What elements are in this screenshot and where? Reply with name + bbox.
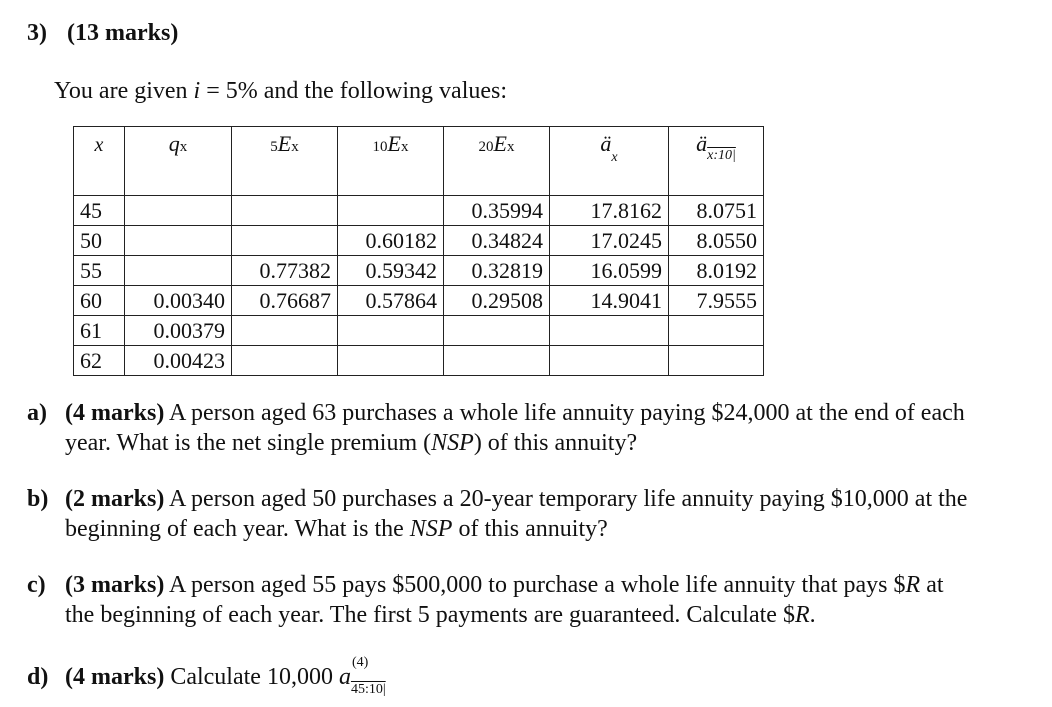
cell-e10 xyxy=(338,346,444,376)
cell-x: 45 xyxy=(74,196,125,226)
intro-text: You are given i = 5% and the following values: xyxy=(54,78,508,104)
header-5ex: 5Ex xyxy=(232,127,338,196)
cell-e20: 0.32819 xyxy=(444,256,550,286)
cell-e20: 0.29508 xyxy=(444,286,550,316)
header-qx: qx xyxy=(125,127,232,196)
question-header xyxy=(27,20,178,47)
cell-x: 61 xyxy=(74,316,125,346)
cell-ax xyxy=(550,346,669,376)
cell-ax10: 8.0192 xyxy=(669,256,764,286)
cell-qx xyxy=(125,256,232,286)
cell-e10 xyxy=(338,196,444,226)
cell-e5 xyxy=(232,316,338,346)
cell-qx xyxy=(125,196,232,226)
table-row xyxy=(74,316,764,346)
cell-ax xyxy=(550,316,669,346)
part-d: d) (4 marks) Calculate 10,000 a (4) $_{45:10|}$ xyxy=(27,655,386,697)
cell-ax10 xyxy=(669,316,764,346)
cell-ax: 14.9041 xyxy=(550,286,669,316)
cell-x: 50 xyxy=(74,226,125,256)
cell-e20 xyxy=(444,316,550,346)
cell-e5 xyxy=(232,346,338,376)
cell-qx xyxy=(125,226,232,256)
cell-e20 xyxy=(444,346,550,376)
cell-e20: 0.34824 xyxy=(444,226,550,256)
cell-qx: 0.00423 xyxy=(125,346,232,376)
cell-e5 xyxy=(232,226,338,256)
header-x: x xyxy=(74,127,125,196)
table-body xyxy=(74,196,764,376)
annuity-symbol: a (4) $_{45:10|}$ xyxy=(338,655,386,697)
cell-x: 62 xyxy=(74,346,125,376)
cell-e10 xyxy=(338,316,444,346)
cell-ax10: 7.9555 xyxy=(669,286,764,316)
table-row xyxy=(74,256,764,286)
cell-e20: 0.35994 xyxy=(444,196,550,226)
header-20ex: 20Ex xyxy=(444,127,550,196)
question-number: 3) xyxy=(27,20,47,46)
cell-e5: 0.77382 xyxy=(232,256,338,286)
cell-ax: 17.8162 xyxy=(550,196,669,226)
cell-qx: 0.00379 xyxy=(125,316,232,346)
table-row xyxy=(74,196,764,226)
part-b: b) (2 marks) A person aged 50 purchases a 20-year temporary life annuity paying $10,000 at the beginning of each year. What is the NSP of this annuity? xyxy=(27,486,968,542)
cell-e10: 0.59342 xyxy=(338,256,444,286)
part-c: c) (3 marks) A person aged 55 pays $500,000 to purchase a whole life annuity that pays $R at the beginning of each year. The first 5 payments are guaranteed. Calculate $R. xyxy=(27,572,944,628)
table-row xyxy=(74,286,764,316)
header-ax: $ä_x$ xyxy=(550,127,669,196)
table-row xyxy=(74,346,764,376)
header-10ex: 10Ex xyxy=(338,127,444,196)
cell-x: 60 xyxy=(74,286,125,316)
cell-ax: 16.0599 xyxy=(550,256,669,286)
cell-qx: 0.00340 xyxy=(125,286,232,316)
table-row xyxy=(74,226,764,256)
question-marks: (13 marks) xyxy=(67,20,179,46)
cell-ax: 17.0245 xyxy=(550,226,669,256)
table-header-row xyxy=(74,127,764,196)
cell-e10: 0.60182 xyxy=(338,226,444,256)
cell-e10: 0.57864 xyxy=(338,286,444,316)
cell-ax10 xyxy=(669,346,764,376)
header-ax10: $ä_{x:10|}$ xyxy=(669,127,764,196)
cell-x: 55 xyxy=(74,256,125,286)
cell-ax10: 8.0550 xyxy=(669,226,764,256)
cell-e5 xyxy=(232,196,338,226)
cell-ax10: 8.0751 xyxy=(669,196,764,226)
values-table xyxy=(73,126,764,376)
part-a: a) (4 marks) A person aged 63 purchases a whole life annuity paying $24,000 at the end of each year. What is the net single premium (NSP) of this annuity? xyxy=(27,400,965,456)
cell-e5: 0.76687 xyxy=(232,286,338,316)
